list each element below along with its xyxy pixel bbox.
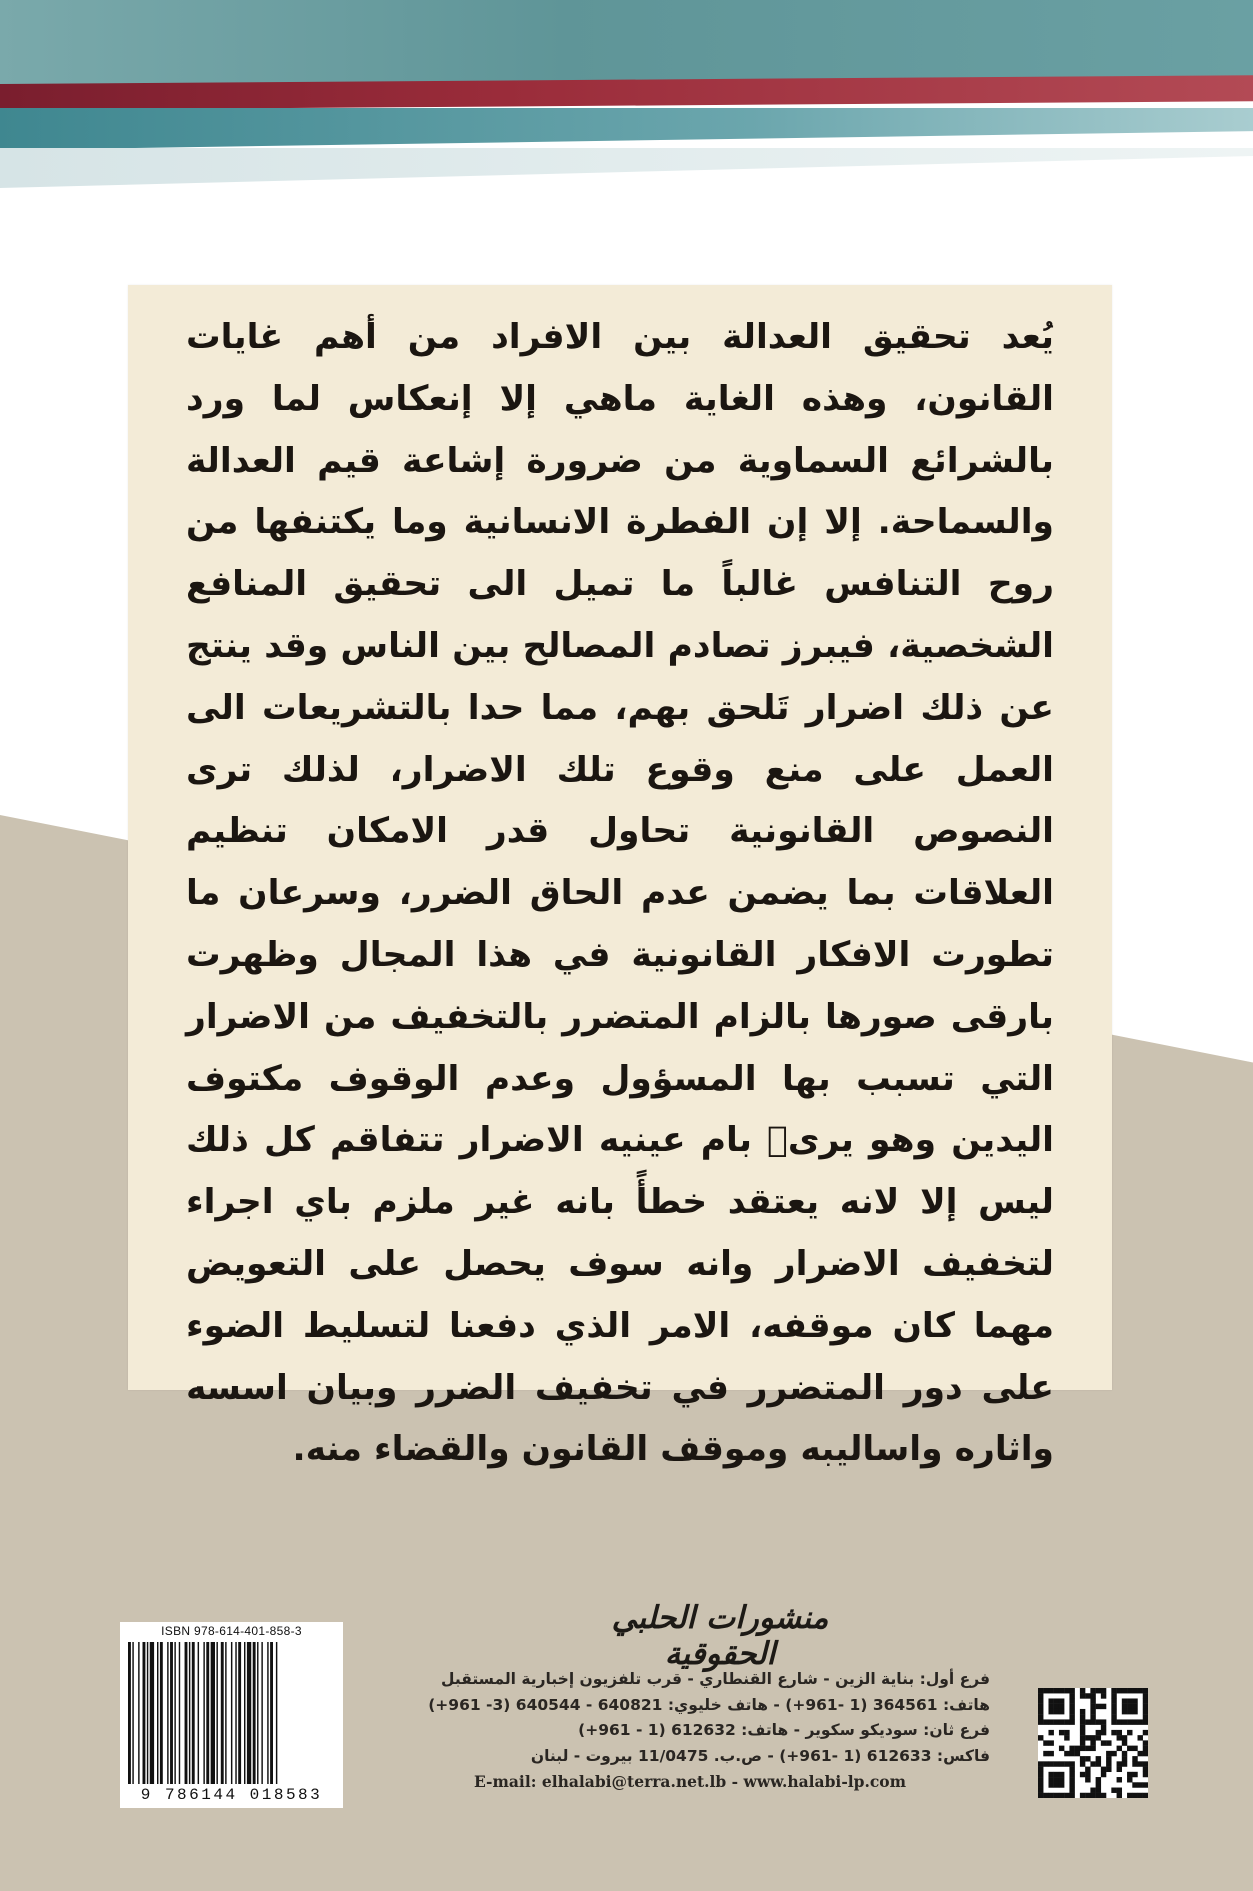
qr-finder-module (1132, 1704, 1137, 1709)
qr-module (1143, 1740, 1148, 1745)
qr-module (1075, 1751, 1080, 1756)
qr-finder-module (1038, 1782, 1043, 1787)
qr-module (1090, 1746, 1095, 1751)
qr-module (1064, 1735, 1069, 1740)
qr-module (1138, 1735, 1143, 1740)
qr-module (1080, 1761, 1085, 1766)
qr-finder-module (1048, 1793, 1053, 1798)
barcode-bar (147, 1642, 148, 1784)
qr-module (1101, 1730, 1106, 1735)
qr-finder-module (1143, 1693, 1148, 1698)
qr-finder-module (1127, 1698, 1132, 1703)
qr-finder-module (1111, 1693, 1116, 1698)
qr-module (1101, 1704, 1106, 1709)
qr-finder-module (1038, 1761, 1043, 1766)
qr-module (1106, 1761, 1111, 1766)
qr-module (1122, 1735, 1127, 1740)
qr-finder-module (1138, 1688, 1143, 1693)
qr-finder-module (1122, 1709, 1127, 1714)
qr-finder-module (1069, 1704, 1074, 1709)
qr-module (1080, 1772, 1085, 1777)
qr-module (1111, 1730, 1116, 1735)
qr-module (1080, 1719, 1085, 1724)
qr-finder-module (1054, 1772, 1059, 1777)
qr-module (1096, 1788, 1101, 1793)
barcode-bar (221, 1642, 224, 1784)
qr-finder-module (1038, 1693, 1043, 1698)
qr-module (1090, 1735, 1095, 1740)
qr-finder-module (1038, 1793, 1043, 1798)
qr-finder-module (1038, 1772, 1043, 1777)
qr-finder-module (1122, 1698, 1127, 1703)
qr-module (1043, 1751, 1048, 1756)
qr-finder-module (1059, 1782, 1064, 1787)
qr-module (1059, 1746, 1064, 1751)
qr-finder-module (1069, 1698, 1074, 1703)
qr-finder-module (1059, 1709, 1064, 1714)
top-band-blue (0, 108, 1253, 150)
qr-module (1106, 1756, 1111, 1761)
qr-module (1096, 1793, 1101, 1798)
qr-finder-module (1038, 1714, 1043, 1719)
qr-finder-module (1143, 1698, 1148, 1703)
qr-module (1127, 1746, 1132, 1751)
barcode-bar (244, 1642, 245, 1784)
qr-module (1048, 1751, 1053, 1756)
qr-finder-module (1043, 1688, 1048, 1693)
barcode-bar (235, 1642, 236, 1784)
barcode-bar (143, 1642, 146, 1784)
barcode-bar (231, 1642, 232, 1784)
qr-finder-module (1038, 1788, 1043, 1793)
qr-module (1090, 1740, 1095, 1745)
address-line: فرع أول: بناية الزين - شارع القنطاري - قرب تلفزيون إخبارية المستقبل (441, 1670, 990, 1688)
qr-module (1143, 1772, 1148, 1777)
qr-module (1080, 1688, 1085, 1693)
qr-module (1117, 1746, 1122, 1751)
qr-module (1117, 1788, 1122, 1793)
qr-finder-module (1054, 1782, 1059, 1787)
qr-module (1096, 1782, 1101, 1787)
qr-module (1101, 1688, 1106, 1693)
qr-module (1143, 1782, 1148, 1787)
qr-code-graphic (1038, 1688, 1148, 1798)
qr-module (1117, 1767, 1122, 1772)
qr-module (1101, 1772, 1106, 1777)
address-line: فرع ثان: سوديكو سكوير - هاتف: 612632 (1 - 961+) (578, 1721, 990, 1739)
qr-finder-module (1054, 1777, 1059, 1782)
qr-finder-module (1064, 1719, 1069, 1724)
qr-finder-module (1059, 1698, 1064, 1703)
qr-module (1090, 1719, 1095, 1724)
qr-module (1106, 1751, 1111, 1756)
qr-module (1127, 1777, 1132, 1782)
qr-module (1143, 1761, 1148, 1766)
qr-finder-module (1048, 1761, 1053, 1766)
qr-module (1085, 1693, 1090, 1698)
qr-module (1085, 1793, 1090, 1798)
qr-finder-module (1127, 1719, 1132, 1724)
qr-module (1096, 1719, 1101, 1724)
qr-module (1080, 1730, 1085, 1735)
qr-module (1106, 1767, 1111, 1772)
qr-module (1127, 1772, 1132, 1777)
qr-module (1080, 1693, 1085, 1698)
qr-finder-module (1048, 1777, 1053, 1782)
qr-module (1096, 1688, 1101, 1693)
qr-module (1080, 1746, 1085, 1751)
qr-finder-module (1054, 1761, 1059, 1766)
qr-finder-module (1143, 1719, 1148, 1724)
qr-module (1085, 1777, 1090, 1782)
qr-finder-module (1122, 1719, 1127, 1724)
qr-finder-module (1048, 1688, 1053, 1693)
qr-finder-module (1122, 1688, 1127, 1693)
qr-module (1101, 1693, 1106, 1698)
qr-module (1143, 1730, 1148, 1735)
barcode-bar (189, 1642, 190, 1784)
qr-module (1085, 1746, 1090, 1751)
qr-finder-module (1138, 1719, 1143, 1724)
barcode-bar (247, 1642, 251, 1784)
qr-finder-module (1038, 1767, 1043, 1772)
qr-module (1090, 1688, 1095, 1693)
qr-module (1101, 1740, 1106, 1745)
qr-code-icon (1038, 1688, 1148, 1798)
barcode-bar (128, 1642, 131, 1784)
barcode-bar (276, 1642, 277, 1784)
qr-finder-module (1059, 1772, 1064, 1777)
qr-finder-module (1132, 1709, 1137, 1714)
qr-finder-module (1054, 1698, 1059, 1703)
qr-finder-module (1143, 1709, 1148, 1714)
barcode-bar (138, 1642, 139, 1784)
qr-finder-module (1059, 1761, 1064, 1766)
qr-module (1138, 1782, 1143, 1787)
qr-finder-module (1069, 1709, 1074, 1714)
qr-module (1117, 1777, 1122, 1782)
qr-module (1143, 1746, 1148, 1751)
qr-finder-module (1069, 1772, 1074, 1777)
qr-module (1138, 1793, 1143, 1798)
qr-module (1117, 1735, 1122, 1740)
qr-finder-module (1132, 1688, 1137, 1693)
qr-module (1080, 1735, 1085, 1740)
qr-finder-module (1038, 1698, 1043, 1703)
qr-module (1117, 1730, 1122, 1735)
barcode-bar (261, 1642, 262, 1784)
qr-finder-module (1069, 1777, 1074, 1782)
qr-finder-module (1048, 1698, 1053, 1703)
barcode-bars (126, 1642, 337, 1784)
qr-finder-module (1069, 1788, 1074, 1793)
qr-module (1122, 1756, 1127, 1761)
qr-finder-module (1132, 1719, 1137, 1724)
qr-finder-module (1048, 1782, 1053, 1787)
qr-finder-module (1054, 1709, 1059, 1714)
qr-module (1075, 1746, 1080, 1751)
qr-finder-module (1069, 1688, 1074, 1693)
qr-module (1080, 1740, 1085, 1745)
qr-finder-module (1069, 1761, 1074, 1766)
qr-module (1096, 1704, 1101, 1709)
qr-module (1090, 1698, 1095, 1703)
publisher-logo: منشورات الحلبي الحقوقية (611, 1600, 829, 1672)
top-band-light (0, 148, 1253, 188)
qr-finder-module (1117, 1688, 1122, 1693)
barcode-bar (157, 1642, 158, 1784)
qr-module (1132, 1793, 1137, 1798)
qr-finder-module (1069, 1693, 1074, 1698)
address-line: هاتف: 364561 (1 -961+) - هاتف خليوي: 640821 - 640544 (3- 961+) (428, 1695, 990, 1714)
qr-module (1143, 1751, 1148, 1756)
qr-module (1090, 1788, 1095, 1793)
qr-finder-module (1038, 1688, 1043, 1693)
qr-module (1101, 1725, 1106, 1730)
qr-finder-module (1117, 1719, 1122, 1724)
qr-finder-module (1059, 1719, 1064, 1724)
qr-module (1143, 1793, 1148, 1798)
qr-module (1038, 1735, 1043, 1740)
barcode-bar (179, 1642, 180, 1784)
qr-module (1090, 1693, 1095, 1698)
qr-finder-module (1069, 1767, 1074, 1772)
qr-finder-module (1038, 1719, 1043, 1724)
qr-finder-module (1059, 1793, 1064, 1798)
qr-module (1080, 1756, 1085, 1761)
qr-finder-module (1064, 1761, 1069, 1766)
qr-finder-module (1054, 1719, 1059, 1724)
qr-module (1080, 1714, 1085, 1719)
qr-finder-module (1054, 1793, 1059, 1798)
qr-module (1143, 1767, 1148, 1772)
barcode-bar (211, 1642, 215, 1784)
qr-finder-module (1127, 1704, 1132, 1709)
qr-finder-module (1069, 1782, 1074, 1787)
qr-module (1132, 1746, 1137, 1751)
qr-module (1080, 1709, 1085, 1714)
qr-module (1096, 1756, 1101, 1761)
qr-module (1048, 1730, 1053, 1735)
qr-module (1064, 1751, 1069, 1756)
qr-module (1090, 1709, 1095, 1714)
qr-module (1111, 1751, 1116, 1756)
qr-module (1122, 1751, 1127, 1756)
qr-module (1085, 1719, 1090, 1724)
barcode-digits: 9 786144 018583 (140, 1786, 323, 1804)
qr-module (1127, 1793, 1132, 1798)
qr-finder-module (1043, 1793, 1048, 1798)
qr-finder-module (1111, 1719, 1116, 1724)
barcode-bar (270, 1642, 273, 1784)
qr-module (1069, 1746, 1074, 1751)
barcode-bar (198, 1642, 199, 1784)
qr-module (1111, 1788, 1116, 1793)
qr-finder-module (1043, 1761, 1048, 1766)
qr-finder-module (1111, 1704, 1116, 1709)
qr-finder-module (1054, 1704, 1059, 1709)
qr-module (1043, 1740, 1048, 1745)
qr-module (1122, 1740, 1127, 1745)
barcode-bar (192, 1642, 195, 1784)
qr-finder-module (1059, 1704, 1064, 1709)
qr-module (1096, 1735, 1101, 1740)
isbn-barcode (120, 1622, 343, 1808)
qr-finder-module (1043, 1719, 1048, 1724)
qr-module (1138, 1751, 1143, 1756)
qr-module (1127, 1730, 1132, 1735)
qr-module (1101, 1767, 1106, 1772)
qr-module (1090, 1714, 1095, 1719)
qr-module (1117, 1761, 1122, 1766)
qr-finder-module (1122, 1704, 1127, 1709)
qr-finder-module (1111, 1698, 1116, 1703)
qr-finder-module (1048, 1719, 1053, 1724)
qr-module (1080, 1725, 1085, 1730)
qr-finder-module (1048, 1704, 1053, 1709)
qr-module (1090, 1704, 1095, 1709)
qr-module (1069, 1751, 1074, 1756)
blurb-text: يُعد تحقيق العدالة بين الافراد من أهم غايات القانون، وهذه الغاية ماهي إلا إنعكاس لما ورد بالشرائع السماوية من ضرورة إشاعة قيم العدالة والسماحة. إلا إن الفطرة الانسانية وما يكتنفها من روح التنافس غالباً ما تميل الى تحقيق المنافع الشخصية، فيبرز تصادم المصالح بين الناس وقد ينتج عن ذلك اضرار تَلحق بهم، مما حدا بالتشريعات الى العمل على منع وقوع تلك الاضرار، لذلك ترى النصوص القانونية تحاول قدر الامكان تنظيم العلاقات بما يضمن عدم الحاق الضرر، وسرعان ما تطورت الافكار القانونية في هذا المجال وظهرت بارقى صورها بالزام المتضرر بالتخفيف من الاضرار التي تسبب بها المسؤول وعدم الوقوف مكتوف اليدين وهو يرىٖ بام عينيه الاضرار تتفاقم كل ذلك ليس إلا لانه يعتقد خطأً بانه غير ملزم باي اجراء لتخفيف الاضرار وانه سوف يحصل على التعويض مهما كان موقفه، الامر الذي دفعنا لتسليط الضوء على دور المتضرر في تخفيف الضرر وبيان اسسه واثاره واساليبه وموقف القانون والقضاء منه. (186, 317, 1054, 1470)
qr-finder-module (1111, 1688, 1116, 1693)
barcode-bar (160, 1642, 163, 1784)
qr-finder-module (1132, 1698, 1137, 1703)
qr-finder-module (1069, 1714, 1074, 1719)
barcode-bar (257, 1642, 258, 1784)
qr-finder-module (1069, 1719, 1074, 1724)
barcode-bar (167, 1642, 168, 1784)
qr-finder-module (1059, 1777, 1064, 1782)
barcode-bar (150, 1642, 154, 1784)
qr-finder-module (1143, 1688, 1148, 1693)
qr-finder-module (1048, 1772, 1053, 1777)
barcode-bar (170, 1642, 173, 1784)
contact-line: E-mail: elhalabi@terra.net.lb - www.halabi-lp.com (473, 1772, 907, 1791)
qr-module (1132, 1756, 1137, 1761)
qr-module (1138, 1761, 1143, 1766)
barcode-bar (185, 1642, 188, 1784)
qr-finder-module (1069, 1793, 1074, 1798)
qr-finder-module (1111, 1709, 1116, 1714)
qr-module (1085, 1735, 1090, 1740)
barcode-bar (238, 1642, 241, 1784)
qr-module (1085, 1756, 1090, 1761)
qr-module (1101, 1719, 1106, 1724)
qr-module (1085, 1772, 1090, 1777)
barcode-bar (225, 1642, 226, 1784)
qr-finder-module (1064, 1688, 1069, 1693)
qr-finder-module (1054, 1688, 1059, 1693)
qr-module (1096, 1777, 1101, 1782)
qr-finder-module (1059, 1688, 1064, 1693)
qr-finder-module (1143, 1704, 1148, 1709)
barcode-bar (253, 1642, 256, 1784)
qr-finder-module (1127, 1688, 1132, 1693)
barcode-bar (206, 1642, 209, 1784)
qr-module (1096, 1761, 1101, 1766)
isbn-label: ISBN 978-614-401-858-3 (161, 1624, 302, 1638)
qr-module (1064, 1730, 1069, 1735)
qr-module (1132, 1772, 1137, 1777)
qr-module (1117, 1793, 1122, 1798)
qr-finder-module (1064, 1793, 1069, 1798)
qr-module (1101, 1793, 1106, 1798)
qr-finder-module (1111, 1714, 1116, 1719)
qr-finder-module (1143, 1714, 1148, 1719)
barcode-bar (216, 1642, 217, 1784)
qr-module (1090, 1793, 1095, 1798)
barcode-bar (203, 1642, 204, 1784)
qr-module (1132, 1782, 1137, 1787)
qr-module (1122, 1761, 1127, 1766)
qr-finder-module (1038, 1704, 1043, 1709)
qr-module (1048, 1740, 1053, 1745)
barcode-bar (132, 1642, 133, 1784)
blurb-card (128, 285, 1112, 1470)
address-line: فاكس: 612633 (1 -961+) - ص.ب. 11/0475 بيروت - لبنان (530, 1746, 990, 1765)
qr-finder-module (1048, 1709, 1053, 1714)
qr-finder-module (1038, 1777, 1043, 1782)
qr-finder-module (1038, 1709, 1043, 1714)
qr-module (1059, 1730, 1064, 1735)
barcode-bar (267, 1642, 268, 1784)
barcode-bar (174, 1642, 175, 1784)
publisher-address (390, 1667, 990, 1795)
qr-module (1096, 1730, 1101, 1735)
qr-module (1085, 1767, 1090, 1772)
qr-module (1106, 1740, 1111, 1745)
qr-module (1132, 1761, 1137, 1766)
qr-module (1080, 1793, 1085, 1798)
qr-finder-module (1127, 1709, 1132, 1714)
qr-module (1090, 1761, 1095, 1766)
